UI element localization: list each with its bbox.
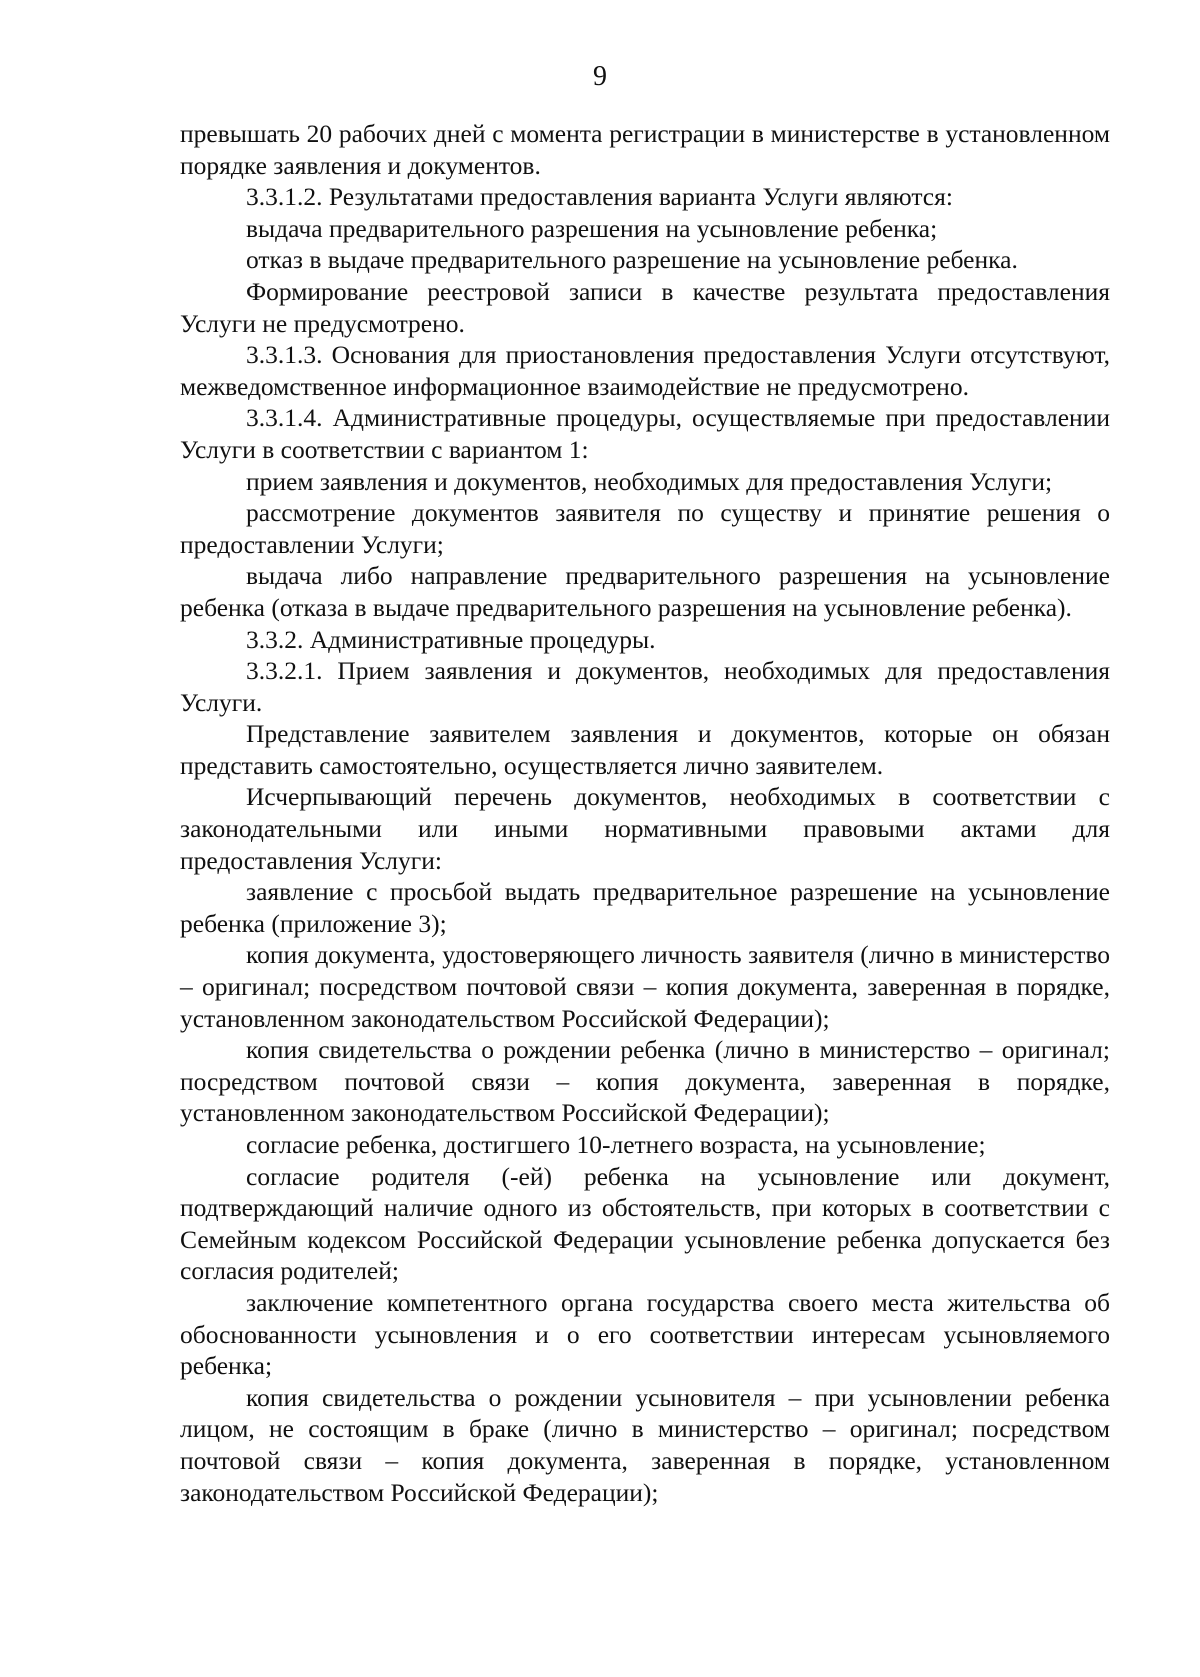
paragraph: согласие ребенка, достигшего 10-летнего возраста, на усыновление; (246, 1130, 986, 1159)
paragraph: заявление с просьбой выдать предварительное разрешение на усыновление ребенка (приложение 3); (180, 877, 1110, 938)
paragraph: рассмотрение документов заявителя по существу и принятие решения о предоставлении Услуги; (180, 498, 1110, 559)
paragraph: выдача предварительного разрешения на усыновление ребенка; (246, 213, 938, 243)
paragraph: 3.3.2.1. Прием заявления и документов, необходимых для предоставления Услуги. (180, 656, 1110, 717)
paragraph: заключение компетентного органа государства своего места жительства об обоснованности усыновления и о его соответствии интересам усыновляемого ребенка; (180, 1287, 1110, 1381)
paragraph: 3.3.1.3. Основания для приостановления предоставления Услуги отсутствуют, межведомственное информационное взаимодействие не предусмотрено. (180, 340, 1110, 401)
page-number: 9 (593, 61, 607, 92)
paragraph: превышать 20 рабочих дней с момента регистрации в министерстве в установленном порядке заявления и документов. (180, 119, 1110, 180)
paragraph: согласие родителя (-ей) ребенка на усыновление или документ, подтверждающий наличие одного из обстоятельств, при которых в соответствии с Семейным кодексом Российской Федерации усыновление ребенка допускается без согласия родителей; (180, 1161, 1110, 1286)
paragraph: Представление заявителем заявления и документов, которые он обязан представить самостоятельно, осуществляется лично заявителем. (180, 719, 1110, 780)
paragraph: Формирование реестровой записи в качестве результата предоставления Услуги не предусмотрено. (180, 276, 1110, 338)
paragraph: копия документа, удостоверяющего личность заявителя (лично в министерство – оригинал; посредством почтовой связи – копия документа, заверенная в порядке, установленном законодательством Российской Федерации); (180, 940, 1110, 1033)
paragraph: Исчерпывающий перечень документов, необходимых в соответствии с законодательными или иными нормативными правовыми актами для предоставления Услуги: (180, 782, 1110, 875)
paragraph: копия свидетельства о рождении усыновителя – при усыновлении ребенка лицом, не состоящим в браке (лично в министерство – оригинал; посредством почтовой связи – копия документа, заверенная в порядке, установленном законодательством Российской Федерации); (180, 1382, 1110, 1507)
paragraph: прием заявления и документов, необходимых для предоставления Услуги; (246, 466, 1053, 496)
paragraph: копия свидетельства о рождении ребенка (лично в министерство – оригинал; посредством почтовой связи – копия документа, заверенная в порядке, установленном законодательством Российской Федерации); (180, 1035, 1110, 1128)
paragraph: 3.3.1.4. Административные процедуры, осуществляемые при предоставлении Услуги в соответствии с вариантом 1: (180, 403, 1110, 464)
paragraph: выдача либо направление предварительного разрешения на усыновление ребенка (отказа в выдаче предварительного разрешения на усыновление ребенка). (180, 561, 1110, 622)
paragraph: отказ в выдаче предварительного разрешение на усыновление ребенка. (246, 245, 1018, 275)
paragraph: 3.3.2. Административные процедуры. (246, 624, 656, 654)
document-body (180, 118, 1110, 1508)
paragraph: 3.3.1.2. Результатами предоставления варианта Услуги являются: (246, 182, 953, 212)
